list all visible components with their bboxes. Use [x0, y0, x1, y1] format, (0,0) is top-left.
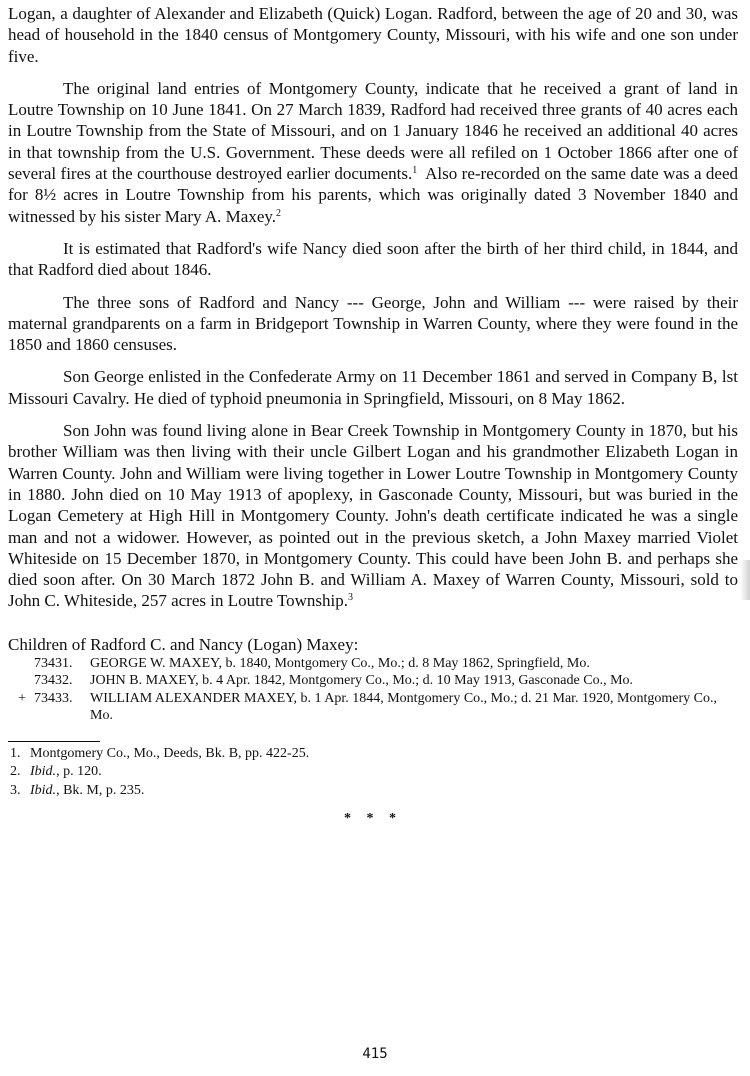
footnote-text: , Bk. M, p. 235.	[56, 782, 145, 798]
footnote-3	[8, 782, 738, 801]
footnote-1	[8, 745, 738, 764]
footnote-text: Montgomery Co., Mo., Deeds, Bk. B, pp. 422-25.	[30, 745, 310, 761]
child-number: 73433.	[34, 690, 73, 706]
child-text: JOHN B. MAXEY, b. 4 Apr. 1842, Montgomery Co., Mo.; d. 10 May 1913, Gasconade Co., Mo.	[90, 673, 634, 689]
child-prefix: +	[18, 690, 26, 706]
page-number: 415	[362, 1046, 388, 1062]
child-entry	[8, 655, 738, 673]
footnote-number: 1.	[10, 745, 21, 761]
footnote-divider	[8, 741, 100, 742]
footnote-2	[8, 763, 738, 782]
child-number: 73431.	[34, 655, 73, 671]
footnote-number: 3.	[10, 782, 21, 798]
paragraph-6-text: Son John was found living alone in Bear Creek Township in Montgomery County in 1870, but his brother William was then living with their uncle Gilbert Logan and his grandmother Elizabeth Logan in Warren County. John and William were living together in Lower Loutre Township in Montgomery County in 1880. John died on 10 May 1913 of apoplexy, in Gasconade County, Missouri, but was buried in the Logan Cemetery at High Hill in Montgomery County. John's death certificate indicated he was a single man and not a widower. However, as pointed out in the previous sketch, a John Maxey married Violet Whiteside on 15 December 1870, in Montgomery County. This could have been John B. and perhaps she died soon after. On 30 March 1872 John B. and William A. Maxey of Warren County, Missouri, sold to John C. Whiteside, 257 acres in Loutre Township.	[8, 421, 738, 611]
paragraph-4: The three sons of Radford and Nancy --- George, John and William --- were raised by their maternal grandparents on a farm in Bridgeport Township in Warren County, where they were found in the 1850 and 1860 censuses.	[8, 292, 738, 355]
child-number: 73432.	[34, 673, 73, 689]
footnote-ref-3: 3	[348, 592, 354, 604]
child-entry	[8, 672, 738, 690]
scan-shadow	[740, 560, 750, 600]
footnotes	[8, 745, 738, 801]
paragraph-2	[8, 78, 738, 227]
paragraph-5: Son George enlisted in the Confederate Army on 11 December 1861 and served in Company B, lst Missouri Cavalry. He died of typhoid pneumonia in Springfield, Missouri, on 8 May 1862.	[8, 367, 738, 408]
children-heading: Children of Radford C. and Nancy (Logan) Maxey:	[8, 634, 359, 654]
child-entry	[8, 690, 738, 725]
footnote-ibid: Ibid.	[30, 764, 57, 780]
children-list	[8, 655, 738, 725]
footnote-ref-2: 2	[276, 207, 282, 219]
child-text: WILLIAM ALEXANDER MAXEY, b. 1 Apr. 1844, Montgomery Co., Mo.; d. 21 Mar. 1920, Montgomery Co., Mo.	[90, 690, 717, 724]
footnote-ref-1: 1	[412, 165, 418, 177]
child-text: GEORGE W. MAXEY, b. 1840, Montgomery Co., Mo.; d. 8 May 1862, Springfield, Mo.	[90, 655, 590, 671]
paragraph-3: It is estimated that Radford's wife Nancy died soon after the birth of her third child, in 1844, and that Radford died about 1846.	[8, 238, 738, 280]
footnote-ibid: Ibid.	[30, 782, 57, 798]
footnote-text: , p. 120.	[56, 764, 102, 780]
section-separator: * * *	[344, 811, 402, 827]
paragraph-1: Logan, a daughter of Alexander and Elizabeth (Quick) Logan. Radford, between the age of 20 and 30, was head of household in the 1840 census of Montgomery County, Missouri, with his wife and one son under five.	[8, 4, 738, 66]
paragraph-2-text-b: Also re-recorded on the same date was a deed for 8½ acres in Loutre Township from his parents, which was originally dated 3 November 1840 and witnessed by his sister Mary A. Maxey.	[8, 164, 738, 226]
child-prefix	[8, 672, 28, 690]
document-page	[8, 0, 738, 827]
paragraph-2-text-a: The original land entries of Montgomery County, indicate that he received a grant of land in Loutre Township on 10 June 1841. On 27 March 1839, Radford had received three grants of 40 acres each in Loutre Township from the State of Missouri, and on 1 January 1846 he received an additional 40 acres in that township from the U.S. Government. These deeds were all refiled on 1 October 1866 after one of several fires at the courthouse destroyed earlier documents.	[8, 78, 738, 184]
footnote-number: 2.	[10, 764, 21, 780]
paragraph-6	[8, 420, 738, 612]
child-prefix	[8, 655, 28, 673]
